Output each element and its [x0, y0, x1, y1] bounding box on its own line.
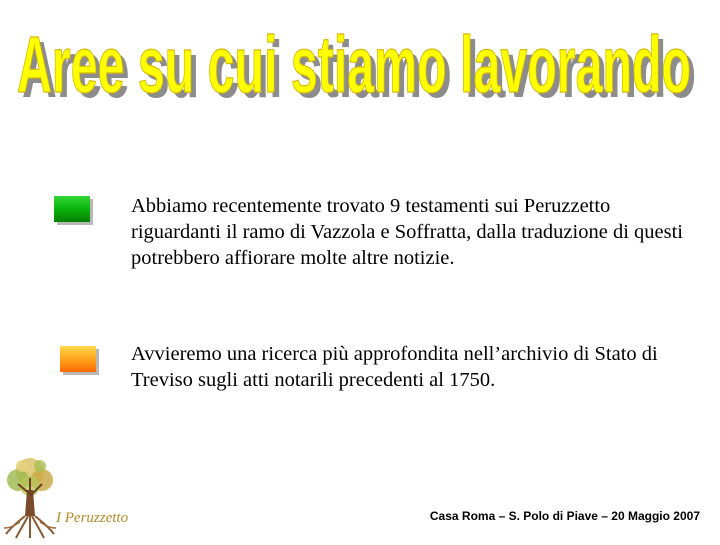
tree-icon — [0, 450, 60, 540]
bullet-marker-orange — [60, 346, 96, 372]
bullet-marker-green — [54, 196, 90, 222]
bullet-text-archivio: Avvieremo una ricerca più approfondita nell’archivio di Stato di Treviso sugli atti notarili precedenti al 1750. — [131, 343, 658, 391]
slide-title-text: Aree su cui stiamo lavorando — [17, 20, 691, 109]
bullet-text-testamenti: Abbiamo recentemente trovato 9 testamenti sui Peruzzetto riguardanti il ramo di Vazzola e Soffratta, dalla traduzione di questi potrebbero affiorare molte altre notizie. — [131, 195, 683, 269]
footer-caption: Casa Roma – S. Polo di Piave – 20 Maggio 2007 — [429, 509, 700, 523]
slide-title-shadow: Aree su cui stiamo lavorando — [22, 25, 696, 114]
slide-title — [0, 4, 720, 116]
logo-text: I Peruzzetto — [56, 510, 129, 526]
